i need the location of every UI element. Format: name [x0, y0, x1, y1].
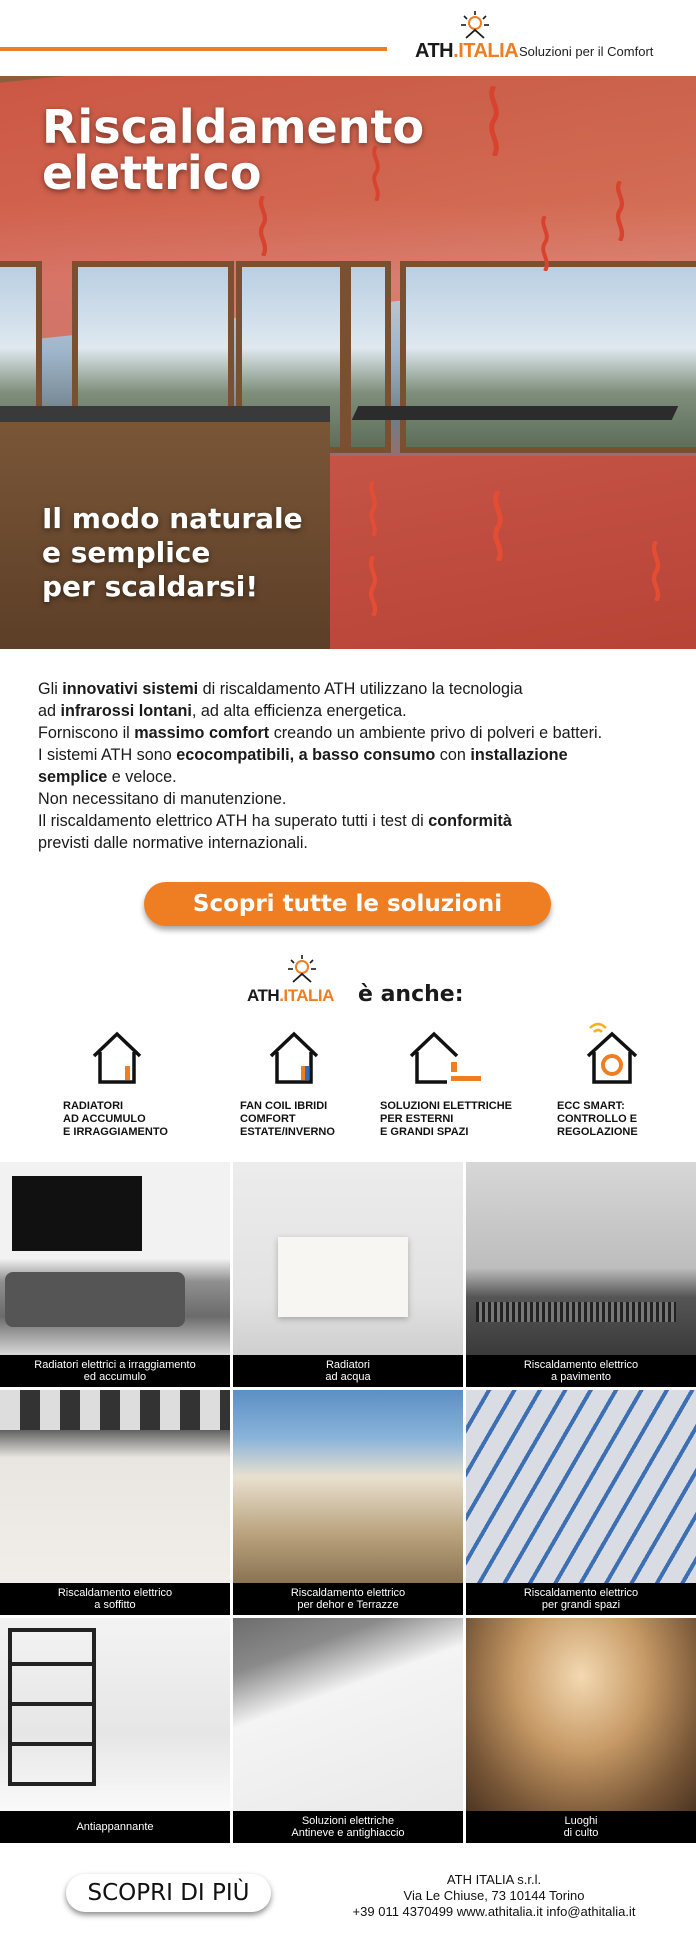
heat-wave-icon — [537, 216, 553, 271]
hero-table — [352, 406, 679, 420]
solution-label: Antiappannante — [0, 1811, 230, 1843]
solution-label: Radiatori ad acqua — [233, 1355, 463, 1387]
solution-card[interactable] — [0, 1390, 230, 1615]
solution-label: Luoghi di culto — [466, 1811, 696, 1843]
hero-subtitle: Il modo naturale e semplice per scaldarsi! — [42, 502, 303, 603]
solution-image — [0, 1162, 230, 1355]
company-info — [330, 1872, 658, 1920]
also-title: è anche: — [358, 982, 464, 1007]
hero-banner[interactable] — [0, 76, 696, 649]
solution-image — [233, 1618, 463, 1811]
solution-card[interactable] — [466, 1390, 696, 1615]
intro-line: I sistemi ATH sono ecocompatibili, a basso consumo con installazione — [38, 746, 568, 764]
brand-logo-small — [247, 954, 347, 1010]
solution-label: Riscaldamento elettrico a pavimento — [466, 1355, 696, 1387]
solution-card[interactable] — [0, 1618, 230, 1843]
feature-fancoil[interactable] — [240, 1028, 390, 1139]
discover-more-button[interactable]: SCOPRI DI PIÙ — [66, 1874, 271, 1912]
solution-card[interactable] — [0, 1162, 230, 1387]
company-contacts[interactable]: +39 011 4370499 www.athitalia.it info@athitalia.it — [352, 1904, 636, 1919]
heat-wave-icon — [365, 481, 381, 536]
solution-card[interactable] — [466, 1162, 696, 1387]
solution-image — [233, 1390, 463, 1583]
solution-label: Soluzioni elettriche Antineve e antighiaccio — [233, 1811, 463, 1843]
house-smart-icon — [582, 1020, 642, 1086]
intro-line: Il riscaldamento elettrico ATH ha superato tutti i test di conformità — [38, 812, 512, 830]
ceiling-panels — [0, 1390, 230, 1430]
hero-window — [345, 261, 391, 453]
solution-image — [466, 1162, 696, 1355]
feature-label: FAN COIL IBRIDI COMFORT ESTATE/INVERNO — [240, 1100, 335, 1138]
feature-label: SOLUZIONI ELETTRICHE PER ESTERNI E GRANDI SPAZI — [380, 1100, 512, 1138]
solution-image — [466, 1390, 696, 1583]
heat-wave-icon — [365, 556, 381, 616]
house-radiator-icon — [88, 1028, 146, 1086]
tv-panel — [12, 1176, 142, 1251]
solution-card[interactable] — [233, 1162, 463, 1387]
intro-text — [38, 678, 678, 854]
solution-image — [233, 1162, 463, 1355]
feature-radiators[interactable] — [63, 1028, 213, 1139]
also-section — [0, 954, 696, 1154]
intro-line: Gli innovativi sistemi di riscaldamento ATH utilizzano la tecnologia — [38, 680, 523, 698]
solution-card[interactable] — [233, 1390, 463, 1615]
company-name: ATH ITALIA s.r.l. — [446, 1872, 542, 1887]
brand-tagline: Soluzioni per il Comfort — [519, 44, 654, 59]
logo-dot: . — [453, 40, 459, 62]
intro-line: Non necessitano di manutenzione. — [38, 790, 287, 808]
feature-label: ECC SMART: CONTROLLO E REGOLAZIONE — [557, 1100, 638, 1138]
hero-title: Riscaldamento elettrico — [42, 100, 425, 200]
solution-label: Radiatori elettrici a irraggiamento ed accumulo — [0, 1355, 230, 1387]
intro-line: previsti dalle normative internazionali. — [38, 834, 308, 852]
sofa — [5, 1272, 185, 1327]
header — [0, 0, 696, 76]
header-accent-rule — [0, 47, 387, 51]
sun-house-icon — [285, 954, 319, 984]
solution-label: Riscaldamento elettrico per dehor e Terrazze — [233, 1583, 463, 1615]
intro-line: semplice e veloce. — [38, 768, 177, 786]
heat-wave-icon — [486, 86, 502, 156]
solution-image — [0, 1618, 230, 1811]
heat-wave-icon — [490, 491, 506, 561]
heat-wave-icon — [255, 196, 271, 256]
logo-wordmark: ATH.ITALIA — [415, 40, 519, 62]
heat-wave-icon — [648, 541, 664, 601]
intro-line: ad infrarossi lontani, ad alta efficienza energetica. — [38, 702, 407, 720]
solution-label: Riscaldamento elettrico a soffitto — [0, 1583, 230, 1615]
feature-outdoor[interactable] — [380, 1028, 530, 1139]
solution-image — [466, 1618, 696, 1811]
heat-wave-icon — [612, 181, 628, 241]
logo-wordmark: ATH.ITALIA — [247, 986, 334, 1005]
solution-card[interactable] — [466, 1618, 696, 1843]
house-outdoor-icon — [405, 1028, 485, 1086]
hero-window — [400, 261, 696, 453]
solutions-grid — [0, 1162, 696, 1846]
bath-window — [8, 1628, 96, 1786]
discover-solutions-button[interactable]: Scopri tutte le soluzioni — [144, 882, 551, 926]
solution-card[interactable] — [233, 1618, 463, 1843]
logo-dot: . — [279, 986, 284, 1005]
solution-image — [0, 1390, 230, 1583]
company-address: Via Le Chiuse, 73 10144 Torino — [403, 1888, 585, 1903]
radiator-panel — [278, 1237, 408, 1317]
solution-label: Riscaldamento elettrico per grandi spazi — [466, 1583, 696, 1615]
floor-grille — [476, 1302, 676, 1322]
feature-label: RADIATORI AD ACCUMULO E IRRAGGIAMENTO — [63, 1100, 168, 1138]
sun-house-icon — [458, 10, 492, 40]
house-fancoil-icon — [265, 1028, 323, 1086]
feature-smart[interactable] — [557, 1028, 696, 1139]
intro-line: Forniscono il massimo comfort creando un ambiente privo di polveri e batteri. — [38, 724, 603, 742]
